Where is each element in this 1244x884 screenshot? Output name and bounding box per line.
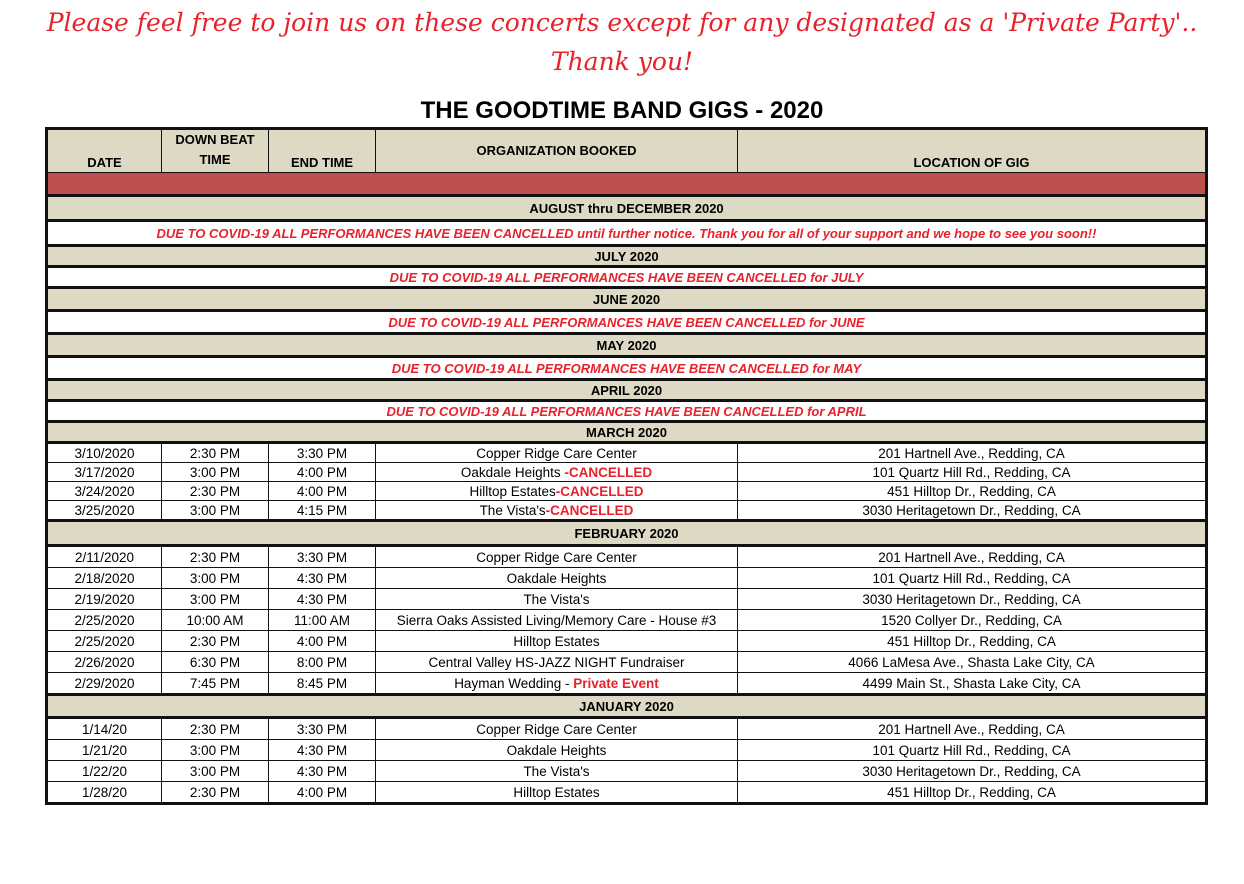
gig-start-time: 6:30 PM [162,652,269,673]
gig-location: 201 Hartnell Ave., Redding, CA [738,443,1207,463]
organization-name: Hilltop Estates [469,483,556,499]
cancellation-message: DUE TO COVID-19 ALL PERFORMANCES HAVE BEEN CANCELLED for JULY [47,267,1207,288]
gig-organization [376,482,738,501]
cancellation-notice-july [47,267,1207,288]
gig-date: 2/18/2020 [47,568,162,589]
gigs-table [45,127,1208,805]
month-heading-march [47,422,1207,443]
organization-name: Central Valley HS-JAZZ NIGHT Fundraiser [428,654,685,670]
status-flag: -CANCELLED [545,502,634,518]
gig-location: 101 Quartz Hill Rd., Redding, CA [738,740,1207,761]
table-row [47,589,1207,610]
month-heading: JANUARY 2020 [47,695,1207,718]
gig-location: 451 Hilltop Dr., Redding, CA [738,482,1207,501]
organization-name: Oakdale Heights [460,464,565,480]
gig-start-time: 3:00 PM [162,501,269,521]
organization-name: The Vista's [523,591,590,607]
gig-date: 2/11/2020 [47,546,162,568]
gig-date: 3/17/2020 [47,463,162,482]
gig-location: 4499 Main St., Shasta Lake City, CA [738,673,1207,695]
gig-start-time: 2:30 PM [162,782,269,804]
cancellation-notice-aug_dec [47,221,1207,246]
gig-end-time: 4:30 PM [269,568,376,589]
month-heading: MARCH 2020 [47,422,1207,443]
gig-date: 2/29/2020 [47,673,162,695]
header-organization: ORGANIZATION BOOKED [376,129,738,173]
gig-organization [376,631,738,652]
cancellation-notice-may [47,357,1207,380]
month-heading-june [47,288,1207,311]
cancellation-notice-april [47,401,1207,422]
table-row [47,482,1207,501]
gig-date: 3/24/2020 [47,482,162,501]
gig-location: 451 Hilltop Dr., Redding, CA [738,782,1207,804]
month-heading: MAY 2020 [47,334,1207,357]
gig-end-time: 11:00 AM [269,610,376,631]
gig-location: 3030 Heritagetown Dr., Redding, CA [738,501,1207,521]
gig-date: 2/19/2020 [47,589,162,610]
month-heading: JUNE 2020 [47,288,1207,311]
table-row [47,546,1207,568]
organization-name: Oakdale Heights [506,570,607,586]
organization-name: Hayman Wedding - [454,675,574,691]
gig-date: 1/22/20 [47,761,162,782]
gig-location: 1520 Collyer Dr., Redding, CA [738,610,1207,631]
gig-end-time: 4:15 PM [269,501,376,521]
month-heading-july [47,246,1207,267]
organization-name: Oakdale Heights [506,742,607,758]
gig-date: 1/14/20 [47,718,162,740]
organization-name: The Vista's [523,763,590,779]
gig-location: 451 Hilltop Dr., Redding, CA [738,631,1207,652]
gig-organization [376,718,738,740]
gig-start-time: 3:00 PM [162,589,269,610]
gig-organization [376,463,738,482]
cancellation-message: DUE TO COVID-19 ALL PERFORMANCES HAVE BEEN CANCELLED for APRIL [47,401,1207,422]
gig-start-time: 7:45 PM [162,673,269,695]
gig-start-time: 2:30 PM [162,482,269,501]
gig-organization [376,782,738,804]
table-row [47,610,1207,631]
organization-name: Sierra Oaks Assisted Living/Memory Care - House #3 [396,612,717,628]
gig-date: 3/10/2020 [47,443,162,463]
gig-organization [376,443,738,463]
month-heading: JULY 2020 [47,246,1207,267]
divider-bar [47,173,1207,196]
thank-you-note: Thank you! [550,47,694,76]
gig-end-time: 4:00 PM [269,482,376,501]
cancellation-message: DUE TO COVID-19 ALL PERFORMANCES HAVE BEEN CANCELLED for JUNE [47,311,1207,334]
header-down-beat-time: DOWN BEAT TIME [162,129,269,173]
gig-organization [376,652,738,673]
table-header [47,129,1207,173]
gig-end-time: 8:45 PM [269,673,376,695]
gig-organization [376,740,738,761]
gig-date: 1/28/20 [47,782,162,804]
gig-start-time: 3:00 PM [162,740,269,761]
gig-organization [376,546,738,568]
gig-location: 201 Hartnell Ave., Redding, CA [738,718,1207,740]
gig-location: 3030 Heritagetown Dr., Redding, CA [738,761,1207,782]
organization-name: Hilltop Estates [513,784,600,800]
month-heading-january [47,695,1207,718]
gig-start-time: 2:30 PM [162,546,269,568]
gig-date: 3/25/2020 [47,501,162,521]
table-row [47,761,1207,782]
table-row [47,673,1207,695]
organization-name: Copper Ridge Care Center [476,445,637,461]
status-flag: Private Event [573,675,659,691]
gig-start-time: 2:30 PM [162,631,269,652]
cancellation-message: DUE TO COVID-19 ALL PERFORMANCES HAVE BEEN CANCELLED until further notice. Thank you for all of your support and we hope to see you soon!! [47,221,1207,246]
gig-organization [376,568,738,589]
table-row [47,631,1207,652]
gig-start-time: 3:00 PM [162,761,269,782]
page-title: THE GOODTIME BAND GIGS - 2020 [420,97,824,124]
gig-location: 201 Hartnell Ave., Redding, CA [738,546,1207,568]
gig-start-time: 3:00 PM [162,568,269,589]
table-row [47,652,1207,673]
month-heading-april [47,380,1207,401]
private-party-notice: Please feel free to join us on these concerts except for any designated as a 'Private Party'.. [46,8,1198,37]
gig-location: 3030 Heritagetown Dr., Redding, CA [738,589,1207,610]
gigs-schedule [45,127,1205,805]
gig-end-time: 3:30 PM [269,443,376,463]
gig-location: 4066 LaMesa Ave., Shasta Lake City, CA [738,652,1207,673]
gig-organization [376,673,738,695]
table-row [47,501,1207,521]
month-heading-aug_dec [47,196,1207,221]
table-row [47,740,1207,761]
gig-start-time: 10:00 AM [162,610,269,631]
gig-end-time: 4:00 PM [269,782,376,804]
organization-name: Hilltop Estates [513,633,600,649]
organization-name: Copper Ridge Care Center [476,721,637,737]
gig-end-time: 4:00 PM [269,631,376,652]
gig-location: 101 Quartz Hill Rd., Redding, CA [738,463,1207,482]
gig-date: 2/25/2020 [47,631,162,652]
gig-end-time: 4:00 PM [269,463,376,482]
month-heading-february [47,521,1207,546]
table-row [47,568,1207,589]
gig-start-time: 2:30 PM [162,718,269,740]
gig-start-time: 2:30 PM [162,443,269,463]
gig-organization [376,610,738,631]
month-heading: APRIL 2020 [47,380,1207,401]
gig-date: 2/26/2020 [47,652,162,673]
gig-organization [376,589,738,610]
table-row [47,718,1207,740]
gig-end-time: 3:30 PM [269,718,376,740]
gig-end-time: 4:30 PM [269,589,376,610]
table-row [47,463,1207,482]
gig-end-time: 3:30 PM [269,546,376,568]
organization-name: The Vista's [479,502,546,518]
organization-name: Copper Ridge Care Center [476,549,637,565]
cancellation-notice-june [47,311,1207,334]
header-date: DATE [47,129,162,173]
status-flag: -CANCELLED [564,464,653,480]
gig-organization [376,501,738,521]
gig-end-time: 4:30 PM [269,740,376,761]
gig-start-time: 3:00 PM [162,463,269,482]
gig-location: 101 Quartz Hill Rd., Redding, CA [738,568,1207,589]
gig-date: 2/25/2020 [47,610,162,631]
table-row [47,782,1207,804]
gig-end-time: 8:00 PM [269,652,376,673]
gig-organization [376,761,738,782]
gig-date: 1/21/20 [47,740,162,761]
header-location: LOCATION OF GIG [738,129,1207,173]
header-end-time: END TIME [269,129,376,173]
table-row [47,443,1207,463]
month-heading: FEBRUARY 2020 [47,521,1207,546]
status-flag: -CANCELLED [555,483,644,499]
month-heading: AUGUST thru DECEMBER 2020 [47,196,1207,221]
month-heading-may [47,334,1207,357]
cancellation-message: DUE TO COVID-19 ALL PERFORMANCES HAVE BEEN CANCELLED for MAY [47,357,1207,380]
gig-end-time: 4:30 PM [269,761,376,782]
